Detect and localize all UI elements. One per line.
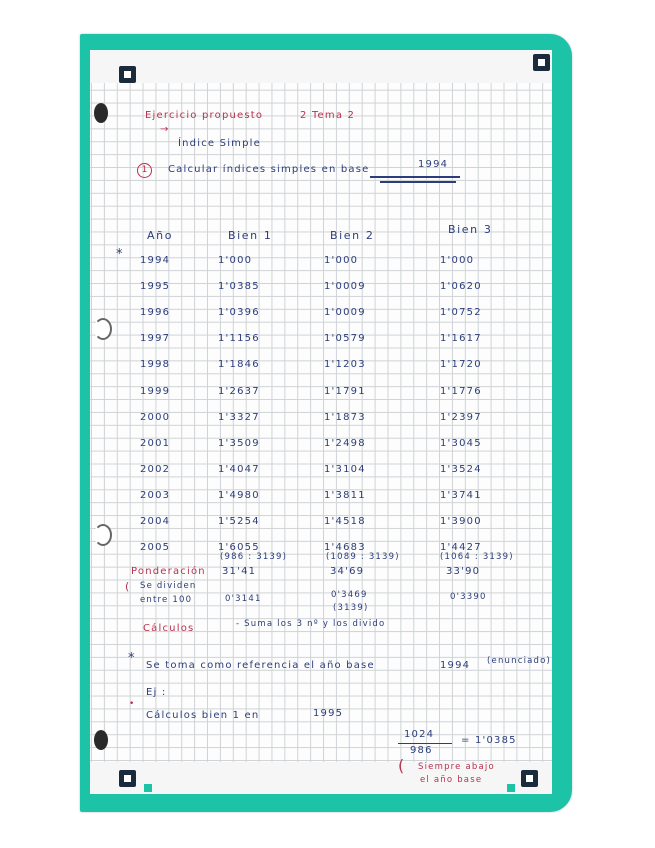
binder-hole [94, 103, 108, 123]
binder-hole [94, 318, 112, 340]
table-value-cell: 1'2637 [218, 386, 260, 397]
table-value-cell: 1'000 [324, 255, 359, 266]
header-band [90, 50, 552, 83]
fraction-numerator: 1024 [404, 729, 435, 740]
b3-formula: (1064 : 3139) [440, 552, 514, 562]
title-arrow: → [160, 124, 170, 135]
table-value-cell: 1'000 [440, 255, 475, 266]
table-year-cell: 1994 [140, 255, 171, 266]
ponderacion-note: entre 100 [140, 595, 193, 605]
table-value-cell: 1'3741 [440, 490, 482, 501]
table-value-cell: 1'4427 [440, 542, 482, 553]
binder-hole [94, 730, 108, 750]
table-year-cell: 2003 [140, 490, 171, 501]
table-value-cell: 1'0396 [218, 307, 260, 318]
table-year-cell: 2002 [140, 464, 171, 475]
calculos-note: - Suma los 3 nº y los divido [236, 619, 386, 629]
table-year-cell: 2005 [140, 542, 171, 553]
calc-line-year: 1995 [313, 708, 344, 719]
corner-bottom-left-icon [119, 770, 136, 787]
table-value-cell: 1'2397 [440, 412, 482, 423]
table-year-cell: 1999 [140, 386, 171, 397]
teal-marker [144, 784, 152, 792]
calc-line-text: Cálculos bien 1 en [146, 710, 260, 721]
table-year-cell: 2001 [140, 438, 171, 449]
table-value-cell: 1'3524 [440, 464, 482, 475]
fraction-result: = 1'0385 [461, 735, 517, 746]
ej-label: Ej : [146, 687, 167, 698]
b1-weight: 31'41 [222, 566, 257, 577]
table-value-cell: 1'000 [218, 255, 253, 266]
table-value-cell: 1'4518 [324, 516, 366, 527]
table-value-cell: 1'0009 [324, 281, 366, 292]
reference-text: Se toma como referencia el año base [146, 660, 375, 671]
ponderacion-label: Ponderación [131, 566, 206, 577]
section-subtitle: Índice Simple [178, 138, 261, 149]
table-value-cell: 1'1873 [324, 412, 366, 423]
table-value-cell: 1'4683 [324, 542, 366, 553]
table-value-cell: 1'2498 [324, 438, 366, 449]
underline [370, 176, 460, 178]
corner-top-right-icon [533, 54, 550, 71]
table-value-cell: 1'3811 [324, 490, 366, 501]
bracket: ( [125, 580, 131, 593]
binder-hole [94, 524, 112, 546]
table-value-cell: 1'4980 [218, 490, 260, 501]
table-value-cell: 1'3327 [218, 412, 260, 423]
fraction-denominator: 986 [410, 745, 433, 756]
calculos-label: Cálculos [143, 623, 195, 634]
footnote-line1: Siempre abajo [418, 762, 495, 772]
table-value-cell: 1'1776 [440, 386, 482, 397]
table-value-cell: 1'3104 [324, 464, 366, 475]
b2-weight-fraction: 0'3469 [331, 590, 368, 600]
column-header: Bien 2 [330, 229, 375, 242]
red-dot: • [129, 699, 136, 709]
fraction-bar [398, 743, 452, 744]
table-value-cell: 1'0009 [324, 307, 366, 318]
reference-bullet: * [128, 651, 136, 666]
table-year-cell: 1998 [140, 359, 171, 370]
table-value-cell: 1'1203 [324, 359, 366, 370]
teal-marker [507, 784, 515, 792]
footnote-line2: el año base [420, 775, 483, 785]
table-value-cell: 1'3900 [440, 516, 482, 527]
table-value-cell: 1'3045 [440, 438, 482, 449]
exercise-title: Ejercicio propuesto [145, 110, 264, 121]
b3-weight-fraction: 0'3390 [450, 592, 487, 602]
table-value-cell: 1'1720 [440, 359, 482, 370]
column-header: Año [147, 229, 174, 242]
corner-bottom-right-icon [521, 770, 538, 787]
table-value-cell: 1'3509 [218, 438, 260, 449]
table-value-cell: 1'1791 [324, 386, 366, 397]
column-header: Bien 3 [448, 223, 493, 236]
table-value-cell: 1'0579 [324, 333, 366, 344]
reference-note: (enunciado) [487, 656, 552, 666]
b1-weight-fraction: 0'3141 [225, 594, 262, 604]
b2-weight-formula: (3139) [333, 603, 369, 613]
exercise-statement: Calcular índices simples en base [168, 164, 370, 175]
table-value-cell: 1'5254 [218, 516, 260, 527]
table-year-cell: 2000 [140, 412, 171, 423]
tema-label: 2 Tema 2 [300, 110, 356, 121]
underline [380, 181, 456, 183]
table-year-cell: 1997 [140, 333, 171, 344]
table-value-cell: 1'1846 [218, 359, 260, 370]
table-value-cell: 1'0620 [440, 281, 482, 292]
arrow-bracket: ( [398, 756, 406, 775]
table-value-cell: 1'6055 [218, 542, 260, 553]
corner-top-left-icon [119, 66, 136, 83]
column-header: Bien 1 [228, 229, 273, 242]
table-value-cell: 1'0385 [218, 281, 260, 292]
table-value-cell: 1'0752 [440, 307, 482, 318]
table-year-cell: 2004 [140, 516, 171, 527]
table-value-cell: 1'1156 [218, 333, 260, 344]
b2-formula: (1089 : 3139) [326, 552, 400, 562]
reference-year: 1994 [440, 660, 471, 671]
b1-formula: (986 : 3139) [220, 552, 288, 562]
row-bullet: * [116, 247, 124, 262]
table-value-cell: 1'4047 [218, 464, 260, 475]
table-year-cell: 1995 [140, 281, 171, 292]
table-value-cell: 1'1617 [440, 333, 482, 344]
exercise-number: 1 [137, 163, 152, 178]
ponderacion-note: Se dividen [140, 581, 197, 591]
b3-weight: 33'90 [446, 566, 481, 577]
table-year-cell: 1996 [140, 307, 171, 318]
b2-weight: 34'69 [330, 566, 365, 577]
base-year: 1994 [418, 159, 449, 170]
